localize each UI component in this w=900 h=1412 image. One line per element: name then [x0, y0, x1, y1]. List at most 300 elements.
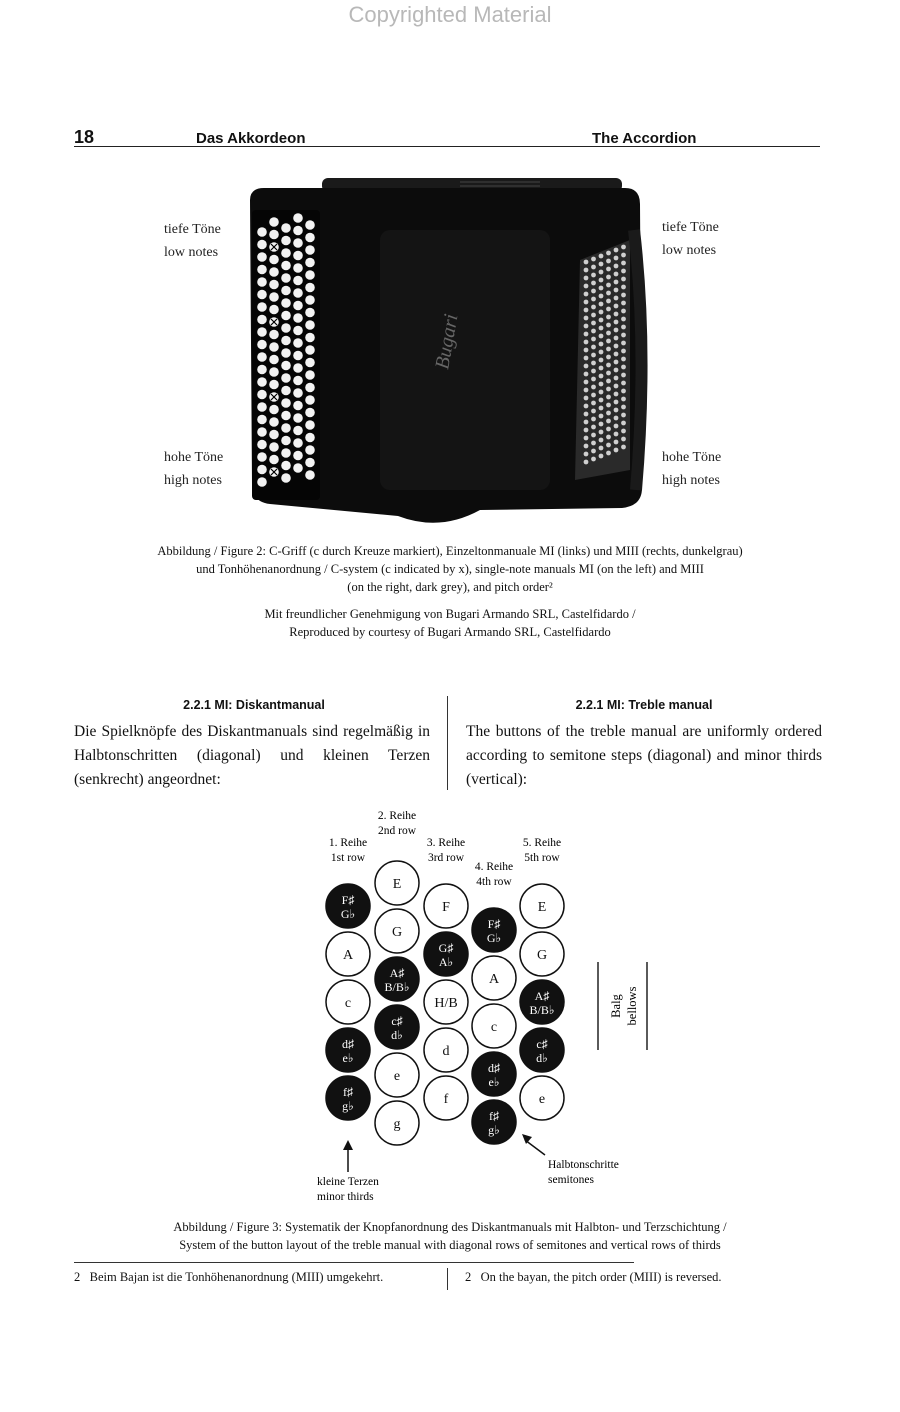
note-button [326, 980, 370, 1024]
label-left-high [164, 446, 223, 492]
photo-bass-button [584, 276, 589, 281]
footnote-de: 2 Beim Bajan ist die Tonhöhenanordnung (MIII) umgekehrt. [74, 1270, 384, 1284]
photo-button [293, 338, 303, 348]
photo-bass-button [591, 281, 596, 286]
figure3-caption [60, 1218, 840, 1254]
photo-bass-button [584, 460, 589, 465]
photo-bass-button [606, 347, 611, 352]
photo-bass-button [599, 374, 604, 379]
photo-button [293, 326, 303, 336]
photo-button [269, 342, 279, 352]
photo-bass-button [606, 315, 611, 320]
photo-bass-button [614, 304, 619, 309]
photo-button [305, 358, 315, 368]
accordion-grille [380, 230, 550, 490]
photo-bass-button [591, 417, 596, 422]
figure2-caption-line1: Abbildung / Figure 2: C-Griff (c durch Kreuze markiert), Einzeltonmanuale MI (links) und MIII (rechts, dunkelgrau) [157, 544, 743, 558]
photo-bass-button [621, 301, 626, 306]
row1-label-de: 1. Reihe [328, 837, 368, 849]
photo-bass-button [599, 334, 604, 339]
photo-bass-button [584, 292, 589, 297]
semitones-label-en: semitones [548, 1174, 594, 1186]
photo-button [257, 340, 267, 350]
note-label: G [391, 925, 403, 940]
photo-bass-button [584, 324, 589, 329]
photo-bass-button [591, 409, 596, 414]
row4-label-de: 4. Reihe [474, 861, 514, 873]
photo-bass-button [614, 400, 619, 405]
label-left-high-de: hohe Töne [164, 450, 224, 465]
photo-bass-button [584, 308, 589, 313]
photo-bass-button [599, 430, 604, 435]
note-button [472, 908, 516, 952]
photo-button [269, 417, 279, 427]
photo-bass-button [599, 286, 604, 291]
photo-bass-button [606, 355, 611, 360]
photo-bass-button [606, 387, 611, 392]
photo-button [257, 440, 267, 450]
photo-bass-button [621, 261, 626, 266]
photo-button [281, 361, 291, 371]
photo-button [269, 355, 279, 365]
note-label-bottom: B/B♭ [529, 1003, 555, 1017]
photo-bass-button [591, 369, 596, 374]
photo-bass-button [591, 433, 596, 438]
note-label: H/B [434, 996, 458, 1011]
note-label-bottom: G♭ [486, 931, 502, 945]
section-title-en: 2.2.1 MI: Treble manual [575, 698, 713, 712]
photo-bass-button [621, 325, 626, 330]
note-label: E [392, 877, 402, 892]
photo-button [281, 323, 291, 333]
photo-bass-button [614, 392, 619, 397]
photo-bass-button [606, 275, 611, 280]
note-label: E [537, 900, 547, 915]
photo-bass-button [621, 357, 626, 362]
photo-button [281, 286, 291, 296]
photo-bass-button [599, 454, 604, 459]
photo-bass-button [584, 396, 589, 401]
note-button [326, 1076, 370, 1120]
photo-button [293, 363, 303, 373]
photo-bass-button [591, 305, 596, 310]
note-label-top: F♯ [487, 917, 501, 931]
photo-bass-button [591, 377, 596, 382]
photo-bass-button [614, 296, 619, 301]
photo-bass-button [599, 414, 604, 419]
photo-bass-button [599, 382, 604, 387]
photo-bass-button [621, 317, 626, 322]
photo-bass-button [591, 265, 596, 270]
photo-button [269, 255, 279, 265]
row3-label-en: 3rd row [427, 852, 465, 864]
photo-button [293, 288, 303, 298]
photo-button [293, 426, 303, 436]
photo-bass-button [621, 397, 626, 402]
photo-button [257, 415, 267, 425]
photo-bass-button [584, 372, 589, 377]
photo-bass-button [599, 438, 604, 443]
photo-bass-button [606, 379, 611, 384]
note-button [375, 1005, 419, 1049]
photo-bass-button [614, 368, 619, 373]
photo-bass-button [584, 340, 589, 345]
brand-logo: Bugari [431, 312, 463, 371]
photo-bass-button [606, 435, 611, 440]
photo-bass-button [606, 419, 611, 424]
note-label-top: f♯ [489, 1109, 499, 1123]
label-left-low-de: tiefe Töne [164, 222, 221, 237]
note-button [520, 884, 564, 928]
note-button [472, 1052, 516, 1096]
photo-bass-button [614, 320, 619, 325]
minor-thirds-arrowhead [343, 1140, 353, 1150]
photo-bass-button [621, 405, 626, 410]
photo-button [257, 477, 267, 487]
row5-label-de: 5. Reihe [522, 837, 562, 849]
photo-bass-button [614, 336, 619, 341]
label-right-high-en: high notes [662, 473, 720, 488]
photo-bass-button [606, 451, 611, 456]
photo-button [281, 261, 291, 271]
note-label-bottom: e♭ [488, 1075, 500, 1089]
photo-button [257, 227, 267, 237]
photo-bass-button [621, 293, 626, 298]
photo-bass-button [591, 345, 596, 350]
photo-button [257, 390, 267, 400]
photo-bass-button [621, 389, 626, 394]
photo-bass-button [614, 360, 619, 365]
photo-bass-button [591, 321, 596, 326]
section-body-de: Die Spielknöpfe des Diskantmanuals sind regelmäßig in Halbtonschritten (diagonal) und kleinen Terzen (senkrecht) angeordnet: [74, 723, 430, 788]
photo-bass-button [614, 264, 619, 269]
footnote-rule [74, 1262, 634, 1263]
photo-button [305, 245, 315, 255]
label-right-high-de: hohe Töne [662, 450, 722, 465]
photo-button [305, 408, 315, 418]
photo-bass-button [584, 388, 589, 393]
photo-bass-button [591, 289, 596, 294]
photo-bass-button [606, 291, 611, 296]
note-label: c [344, 996, 352, 1011]
note-button [375, 861, 419, 905]
photo-bass-button [621, 269, 626, 274]
photo-bass-button [621, 429, 626, 434]
photo-bass-button [621, 277, 626, 282]
note-button [472, 956, 516, 1000]
figure2-caption-line2: und Tonhöhenanordnung / C-system (c indicated by x), single-note manuals MI (on the left) and MIII [196, 562, 704, 576]
photo-button [305, 395, 315, 405]
photo-button [293, 301, 303, 311]
photo-bass-button [599, 366, 604, 371]
photo-button [305, 270, 315, 280]
photo-bass-button [621, 333, 626, 338]
label-right-low [662, 216, 719, 262]
photo-bass-button [599, 358, 604, 363]
photo-button [305, 433, 315, 443]
note-label-top: c♯ [391, 1014, 403, 1028]
photo-button [269, 442, 279, 452]
photo-bass-button [621, 253, 626, 258]
photo-bass-button [584, 412, 589, 417]
photo-bass-button [584, 284, 589, 289]
photo-bass-button [599, 278, 604, 283]
photo-bass-button [584, 444, 589, 449]
note-button [520, 980, 564, 1024]
photo-bass-button [621, 381, 626, 386]
photo-bass-button [591, 329, 596, 334]
bellows-label-en: bellows [625, 986, 639, 1026]
photo-button [305, 445, 315, 455]
photo-bass-button [621, 413, 626, 418]
row2-label-en: 2nd row [377, 825, 417, 837]
note-button [375, 1053, 419, 1097]
photo-bass-button [621, 349, 626, 354]
photo-bass-button [591, 425, 596, 430]
photo-bass-button [599, 326, 604, 331]
photo-bass-button [606, 371, 611, 376]
photo-bass-button [584, 348, 589, 353]
photo-bass-button [599, 294, 604, 299]
photo-button [269, 292, 279, 302]
photo-bass-button [614, 424, 619, 429]
section-title-de: 2.2.1 MI: Diskantmanual [183, 698, 325, 712]
photo-button [293, 313, 303, 323]
photo-button [269, 305, 279, 315]
photo-button [281, 223, 291, 233]
photo-bass-button [591, 401, 596, 406]
photo-bass-button [614, 376, 619, 381]
watermark: Copyrighted Material [348, 2, 552, 27]
photo-button [305, 233, 315, 243]
photo-button [305, 258, 315, 268]
note-label-top: F♯ [341, 893, 355, 907]
label-right-low-en: low notes [662, 243, 717, 258]
minor-thirds-label-de: kleine Terzen [317, 1176, 379, 1188]
photo-button [281, 473, 291, 483]
column-divider [447, 696, 448, 790]
photo-bass-button [591, 385, 596, 390]
photo-bass-button [591, 361, 596, 366]
photo-bass-button [591, 441, 596, 446]
photo-bass-button [599, 422, 604, 427]
photo-bass-button [606, 251, 611, 256]
photo-button [305, 283, 315, 293]
photo-button [281, 411, 291, 421]
photo-button [257, 265, 267, 275]
photo-bass-button [591, 353, 596, 358]
note-label: g [393, 1117, 401, 1132]
photo-button [293, 388, 303, 398]
photo-button [293, 413, 303, 423]
photo-button [281, 273, 291, 283]
photo-bass-button [614, 288, 619, 293]
photo-button [293, 451, 303, 461]
photo-bass-button [584, 364, 589, 369]
label-right-high [662, 446, 721, 492]
photo-button [257, 277, 267, 287]
photo-bass-button [621, 309, 626, 314]
photo-bass-button [584, 452, 589, 457]
photo-bass-button [606, 395, 611, 400]
photo-bass-button [621, 365, 626, 370]
note-button [424, 884, 468, 928]
photo-button [293, 213, 303, 223]
note-button [520, 1028, 564, 1072]
photo-bass-button [599, 398, 604, 403]
photo-bass-button [591, 297, 596, 302]
photo-button [293, 376, 303, 386]
figure2-credit-line1: Mit freundlicher Genehmigung von Bugari Armando SRL, Castelfidardo / [264, 607, 636, 621]
header-rule [74, 146, 820, 147]
photo-button [269, 217, 279, 227]
row2-label-de: 2. Reihe [377, 810, 417, 822]
photo-bass-button [599, 342, 604, 347]
note-label-top: c♯ [536, 1037, 548, 1051]
note-label-top: A♯ [389, 966, 405, 980]
note-label-top: A♯ [534, 989, 550, 1003]
note-button [424, 932, 468, 976]
bellows-label-de: Balg [609, 994, 623, 1018]
section-body-en: The buttons of the treble manual are uniformly ordered according to semitone steps (diagonal) and minor thirds (vertical): [466, 723, 822, 788]
photo-bass-button [606, 411, 611, 416]
note-label: A [342, 948, 354, 963]
photo-button [281, 398, 291, 408]
photo-button [305, 470, 315, 480]
photo-bass-button [621, 437, 626, 442]
photo-bass-button [591, 393, 596, 398]
photo-button [305, 458, 315, 468]
figure3-caption-line2: System of the button layout of the treble manual with diagonal rows of semitones and vertical rows of thirds [179, 1238, 721, 1252]
footnote-divider [447, 1268, 448, 1290]
photo-button [305, 320, 315, 330]
photo-button [281, 236, 291, 246]
photo-bass-button [599, 350, 604, 355]
photo-bass-button [614, 248, 619, 253]
photo-bass-button [599, 270, 604, 275]
photo-bass-button [614, 416, 619, 421]
photo-button [269, 280, 279, 290]
photo-button [293, 238, 303, 248]
note-label: G [536, 948, 548, 963]
photo-bass-button [599, 310, 604, 315]
photo-button [281, 248, 291, 258]
photo-button [257, 377, 267, 387]
row4-label-en: 4th row [476, 876, 512, 888]
photo-bass-button [591, 457, 596, 462]
photo-button [257, 302, 267, 312]
footnote-en: 2 On the bayan, the pitch order (MIII) is reversed. [465, 1270, 722, 1284]
photo-button [293, 438, 303, 448]
row5-label-en: 5th row [524, 852, 560, 864]
note-label: e [538, 1092, 546, 1107]
photo-button [305, 333, 315, 343]
photo-bass-button [614, 384, 619, 389]
photo-button [269, 380, 279, 390]
note-label: A [488, 972, 500, 987]
photo-bass-button [614, 328, 619, 333]
photo-bass-button [591, 449, 596, 454]
photo-bass-button [606, 443, 611, 448]
note-button [424, 1028, 468, 1072]
photo-button [281, 311, 291, 321]
label-left-low [164, 218, 221, 264]
photo-bass-button [621, 285, 626, 290]
photo-button [257, 352, 267, 362]
photo-bass-button [584, 316, 589, 321]
photo-bass-button [584, 300, 589, 305]
photo-bass-button [621, 341, 626, 346]
note-label-bottom: d♭ [536, 1051, 548, 1065]
photo-button [257, 365, 267, 375]
note-label: c [490, 1020, 498, 1035]
note-label-bottom: g♭ [488, 1123, 500, 1137]
photo-bass-button [621, 245, 626, 250]
minor-thirds-label-en: minor thirds [317, 1191, 374, 1203]
photo-bass-button [584, 380, 589, 385]
photo-button [305, 370, 315, 380]
photo-bass-button [599, 406, 604, 411]
note-label: e [393, 1069, 401, 1084]
row-labels [329, 810, 561, 888]
photo-button [305, 220, 315, 230]
photo-bass-button [606, 323, 611, 328]
row3-label-de: 3. Reihe [426, 837, 466, 849]
running-header-left: Das Akkordeon [196, 130, 306, 147]
photo-button [293, 226, 303, 236]
photo-button [281, 336, 291, 346]
photo-bass-button [591, 273, 596, 278]
photo-button [281, 436, 291, 446]
photo-bass-button [599, 390, 604, 395]
note-button [424, 980, 468, 1024]
photo-bass-button [584, 332, 589, 337]
button-layout-diagram [300, 800, 680, 1210]
photo-bass-button [599, 446, 604, 451]
photo-bass-button [584, 260, 589, 265]
note-button [520, 932, 564, 976]
page-number: 18 [74, 127, 95, 147]
photo-bass-button [584, 420, 589, 425]
photo-button [281, 386, 291, 396]
photo-button [305, 308, 315, 318]
figure2-caption-line3: (on the right, dark grey), and pitch order² [347, 580, 553, 594]
note-button [326, 884, 370, 928]
photo-bass-button [621, 421, 626, 426]
photo-button [293, 251, 303, 261]
photo-button [269, 405, 279, 415]
photo-bass-button [599, 254, 604, 259]
photo-bass-button [621, 373, 626, 378]
photo-bass-button [599, 262, 604, 267]
note-button [375, 1101, 419, 1145]
photo-button [305, 345, 315, 355]
semitones-arrow [525, 1140, 545, 1155]
photo-button [305, 383, 315, 393]
photo-bass-button [614, 448, 619, 453]
photo-button [281, 423, 291, 433]
note-label: d [442, 1044, 450, 1059]
photo-button [257, 427, 267, 437]
photo-bass-button [606, 427, 611, 432]
photo-bass-button [614, 408, 619, 413]
photo-bass-button [584, 436, 589, 441]
photo-button [257, 465, 267, 475]
photo-bass-button [606, 331, 611, 336]
photo-bass-button [614, 440, 619, 445]
note-label-bottom: G♭ [340, 907, 356, 921]
semitones-arrowhead [522, 1134, 532, 1144]
